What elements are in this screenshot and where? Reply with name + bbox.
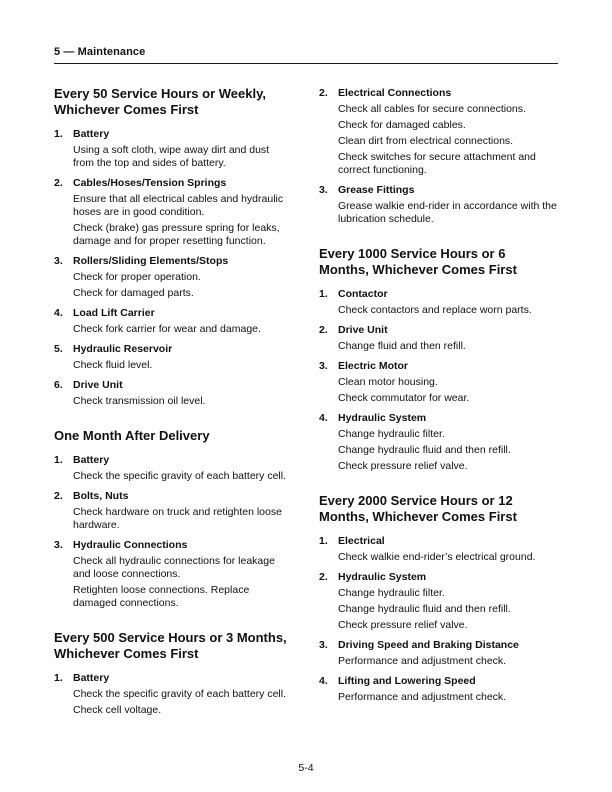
maintenance-section <box>54 86 293 408</box>
item-text: Ensure that all electrical cables and hydraulic hoses are in good condition. <box>73 193 284 218</box>
maintenance-section <box>54 428 293 610</box>
item-number: 4. <box>319 675 328 687</box>
item-text: Clean motor housing. <box>338 376 438 388</box>
item-text: Retighten loose connections. Replace damaged connections. <box>73 584 250 609</box>
item-text: Check contactors and replace worn parts. <box>338 304 532 316</box>
item-head <box>319 638 558 652</box>
item-title: Drive Unit <box>73 379 123 391</box>
item-number: 2. <box>54 490 63 502</box>
item-number: 1. <box>54 672 63 684</box>
list-item <box>54 176 293 248</box>
list-item <box>319 323 558 353</box>
item-title: Battery <box>73 128 110 140</box>
item-title: Hydraulic Connections <box>73 539 188 551</box>
item-text: Change hydraulic fluid and then refill. <box>338 603 511 615</box>
list-item <box>54 306 293 336</box>
item-head <box>54 378 293 392</box>
two-column-layout <box>54 86 558 731</box>
item-head <box>319 359 558 373</box>
item-title: Battery <box>73 672 110 684</box>
item-title: Lifting and Lowering Speed <box>338 675 476 687</box>
item-title: Hydraulic Reservoir <box>73 343 173 355</box>
section-heading: Every 50 Service Hours or Weekly, Whichever Comes First <box>54 86 266 117</box>
item-text: Performance and adjustment check. <box>338 655 507 667</box>
item-text: Check all hydraulic connections for leakage and loose connections. <box>73 555 275 580</box>
item-number: 3. <box>54 255 63 267</box>
maintenance-section <box>319 246 558 473</box>
item-text: Check switches for secure attachment and correct functioning. <box>338 151 536 176</box>
list-item <box>54 378 293 408</box>
item-title: Contactor <box>338 288 388 300</box>
list-item <box>54 453 293 483</box>
item-head <box>54 176 293 190</box>
item-number: 3. <box>319 639 328 651</box>
item-text: Change hydraulic fluid and then refill. <box>338 444 511 456</box>
chapter-title: 5 — Maintenance <box>54 46 146 58</box>
list-item <box>319 411 558 473</box>
item-title: Electric Motor <box>338 360 409 372</box>
item-title: Battery <box>73 454 110 466</box>
item-title: Load Lift Carrier <box>73 307 155 319</box>
item-text: Check all cables for secure connections. <box>338 103 526 115</box>
item-head <box>319 411 558 425</box>
list-item <box>54 342 293 372</box>
item-head <box>54 254 293 268</box>
list-item <box>319 674 558 704</box>
item-head <box>54 671 293 685</box>
page-number: 5-4 <box>298 762 314 774</box>
item-text: Using a soft cloth, wipe away dirt and dust from the top and sides of battery. <box>73 144 270 169</box>
item-title: Electrical Connections <box>338 87 452 99</box>
item-title: Hydraulic System <box>338 412 427 424</box>
list-item <box>54 489 293 532</box>
item-title: Bolts, Nuts <box>73 490 129 502</box>
item-head <box>319 183 558 197</box>
item-text: Performance and adjustment check. <box>338 691 507 703</box>
list-item <box>319 570 558 632</box>
item-text: Check for damaged parts. <box>73 287 194 299</box>
item-head <box>54 538 293 552</box>
item-head <box>54 127 293 141</box>
item-number: 1. <box>319 288 328 300</box>
item-head <box>54 342 293 356</box>
list-item <box>319 287 558 317</box>
item-text: Check (brake) gas pressure spring for leaks, damage and for proper resetting function. <box>73 222 280 247</box>
item-head <box>319 323 558 337</box>
item-text: Check the specific gravity of each battery cell. <box>73 688 287 700</box>
item-head <box>319 287 558 301</box>
item-head <box>319 86 558 100</box>
item-text: Check walkie end-rider’s electrical ground. <box>338 551 536 563</box>
item-text: Check pressure relief valve. <box>338 619 468 631</box>
item-text: Check hardware on truck and retighten loose hardware. <box>73 506 282 531</box>
item-number: 2. <box>319 324 328 336</box>
item-number: 2. <box>319 571 328 583</box>
item-number: 2. <box>319 87 328 99</box>
item-title: Hydraulic System <box>338 571 427 583</box>
list-item <box>54 671 293 717</box>
list-item <box>54 127 293 170</box>
item-head <box>319 534 558 548</box>
item-text: Grease walkie end-rider in accordance with the lubrication schedule. <box>338 200 557 225</box>
list-item <box>319 183 558 226</box>
item-text: Check fork carrier for wear and damage. <box>73 323 261 335</box>
item-title: Drive Unit <box>338 324 388 336</box>
item-title: Driving Speed and Braking Distance <box>338 639 519 651</box>
list-item <box>54 538 293 610</box>
item-head <box>54 306 293 320</box>
section-heading: Every 1000 Service Hours or 6 Months, Whichever Comes First <box>319 246 517 277</box>
section-heading: Every 2000 Service Hours or 12 Months, Whichever Comes First <box>319 493 517 524</box>
header-rule <box>54 63 558 64</box>
item-head <box>54 453 293 467</box>
list-item <box>319 86 558 177</box>
list-item <box>54 254 293 300</box>
item-number: 3. <box>319 184 328 196</box>
item-text: Check commutator for wear. <box>338 392 470 404</box>
maintenance-section <box>319 493 558 704</box>
list-item <box>319 638 558 668</box>
item-title: Grease Fittings <box>338 184 415 196</box>
item-number: 5. <box>54 343 63 355</box>
item-head <box>319 570 558 584</box>
item-text: Check cell voltage. <box>73 704 162 716</box>
right-column <box>319 86 558 718</box>
item-text: Check pressure relief valve. <box>338 460 468 472</box>
item-head <box>54 489 293 503</box>
item-number: 4. <box>54 307 63 319</box>
item-number: 1. <box>54 128 63 140</box>
item-text: Clean dirt from electrical connections. <box>338 135 514 147</box>
maintenance-section <box>319 86 558 226</box>
item-title: Cables/Hoses/Tension Springs <box>73 177 227 189</box>
item-title: Electrical <box>338 535 385 547</box>
item-text: Check for proper operation. <box>73 271 201 283</box>
left-column <box>54 86 293 731</box>
item-number: 4. <box>319 412 328 424</box>
item-number: 3. <box>54 539 63 551</box>
item-title: Rollers/Sliding Elements/Stops <box>73 255 229 267</box>
item-number: 1. <box>319 535 328 547</box>
item-text: Check for damaged cables. <box>338 119 466 131</box>
item-head <box>319 674 558 688</box>
item-number: 3. <box>319 360 328 372</box>
item-number: 1. <box>54 454 63 466</box>
section-heading: Every 500 Service Hours or 3 Months, Whichever Comes First <box>54 630 287 661</box>
item-text: Check fluid level. <box>73 359 153 371</box>
item-number: 6. <box>54 379 63 391</box>
page-header <box>54 46 558 64</box>
page-footer <box>0 762 612 774</box>
item-text: Change hydraulic filter. <box>338 587 445 599</box>
list-item <box>319 359 558 405</box>
item-text: Check transmission oil level. <box>73 395 206 407</box>
item-text: Change fluid and then refill. <box>338 340 466 352</box>
item-number: 2. <box>54 177 63 189</box>
item-text: Check the specific gravity of each battery cell. <box>73 470 287 482</box>
maintenance-section <box>54 630 293 717</box>
section-heading: One Month After Delivery <box>54 428 210 443</box>
list-item <box>319 534 558 564</box>
item-text: Change hydraulic filter. <box>338 428 445 440</box>
